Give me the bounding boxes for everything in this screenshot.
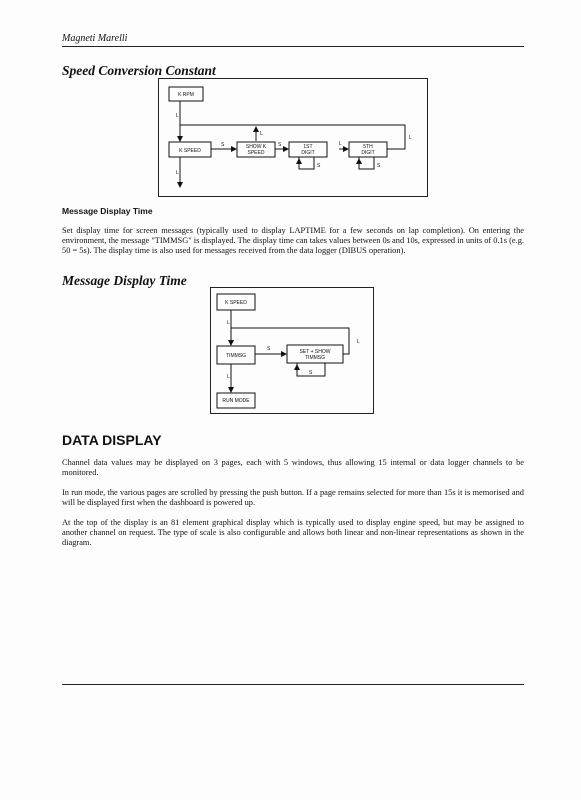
section-title-message-display-time: Message Display Time — [62, 273, 187, 288]
kspeed2-label: K SPEED — [225, 300, 247, 306]
data-display-paragraph-3: At the top of the display is an 81 element graphical display which is typically used to display engine speed, but may be assigned to another channel on request. The type of scale is also configurable and allows both linear and non-linear representations as shown in the diagram. — [62, 518, 524, 548]
arrow-label-s3: S — [317, 163, 321, 169]
speed-conversion-diagram — [158, 78, 428, 197]
arrow-label-l5: L — [409, 135, 412, 141]
arrow2-label-l2: L — [227, 374, 230, 380]
arrow-label-l1: L — [176, 113, 179, 119]
arrow-label-l4: L — [339, 141, 342, 147]
arrow2-label-s2: S — [309, 370, 313, 376]
arrow-label-l3: L — [260, 131, 263, 137]
data-display-paragraph-1: Channel data values may be displayed on 3 pages, each with 5 windows, thus allowing 15 internal or data logger channels to be monitored. — [62, 458, 524, 478]
kspeed-label: K SPEED — [179, 148, 201, 154]
krpm-label: K RPM — [178, 92, 194, 98]
arrow-label-s4: S — [377, 163, 381, 169]
message-display-diagram — [210, 287, 374, 414]
header-rule — [62, 46, 524, 47]
digit5-label-1: 5TH — [363, 144, 373, 150]
message-display-flowchart — [211, 288, 373, 413]
page-header-brand: Magneti Marelli — [62, 33, 128, 44]
runmode-label: RUN MODE — [222, 398, 250, 404]
setshow-label-2: TIMMSG — [305, 355, 325, 361]
arrow-label-s2: S — [278, 142, 282, 148]
showk-label-1: SHOW K — [245, 144, 267, 150]
section-title-data-display: DATA DISPLAY — [62, 432, 162, 448]
digit5-label-2: DIGIT — [361, 150, 375, 156]
arrow-label-l2: L — [176, 170, 179, 176]
arrow2-label-s1: S — [267, 346, 271, 352]
footer-rule — [62, 684, 524, 685]
message-display-paragraph: Set display time for screen messages (typically used to display LAPTIME for a few seconds on lap completion). On entering the environment, the message "TIMMSG" is displayed. The display time can takes values between 0s and 10s, expressed in units of 0.1s (e.g. 50 = 5s). The display time is also used for messages received from the data logger (DIBUS operation). — [62, 226, 524, 256]
arrow2-label-l3: L — [357, 339, 360, 345]
setshow-label-1: SET + SHOW — [299, 349, 331, 355]
digit1-label-1: 1ST — [303, 144, 313, 150]
digit1-label-2: DIGIT — [301, 150, 315, 156]
section-title-speed-conversion: Speed Conversion Constant — [62, 63, 216, 78]
data-display-paragraph-2: In run mode, the various pages are scrolled by pressing the push button. If a page remains selected for more than 15s it is memorised and will be displayed first when the dashboard is powered up. — [62, 488, 524, 508]
timmsg-label: TIMMSG — [226, 353, 246, 359]
subsection-title-message-display-time: Message Display Time — [62, 206, 153, 216]
arrow2-label-l1: L — [227, 320, 230, 326]
showk-label-2: SPEED — [247, 150, 265, 156]
speed-conversion-flowchart — [159, 79, 427, 196]
arrow-label-s1: S — [221, 142, 225, 148]
